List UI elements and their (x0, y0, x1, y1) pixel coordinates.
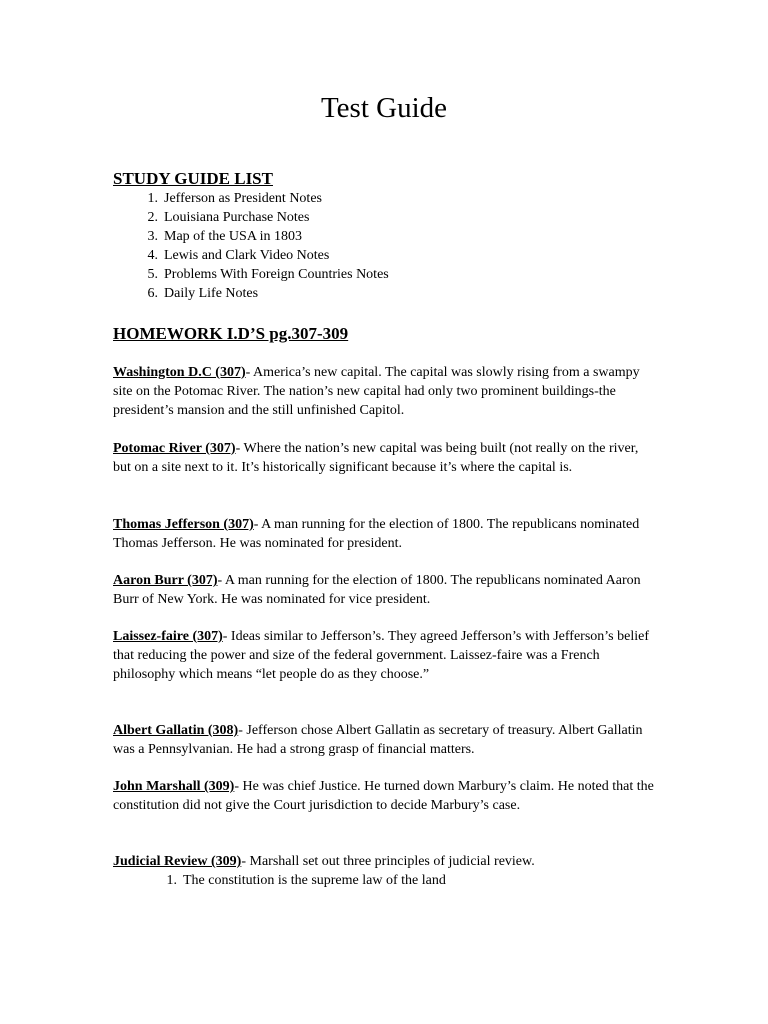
definition-term: Aaron Burr (307) (113, 573, 218, 588)
study-guide-list (113, 189, 389, 303)
list-item (113, 189, 389, 208)
definition-text: - America’s new capital. The capital was slowly rising from a swampy site on the Potomac River. The nation’s new capital had only two prominent buildings-the president’s mansion and the still unfinished Capitol. (113, 365, 640, 418)
list-text: Map of the USA in 1803 (164, 229, 303, 244)
list-item (113, 284, 389, 303)
list-number: 4. (147, 248, 158, 263)
definition-term: Albert Gallatin (308) (113, 723, 239, 738)
list-item (113, 871, 446, 890)
list-item (113, 227, 389, 246)
list-text: Daily Life Notes (164, 286, 259, 301)
definition-term: Laissez-faire (307) (113, 629, 223, 644)
definition-text: - A man running for the election of 1800. The republicans nominated Thomas Jefferson. He was nominated for president. (113, 517, 640, 551)
definition-entry (113, 571, 658, 609)
list-number: 2. (147, 210, 158, 225)
list-item (113, 246, 389, 265)
definition-text: - Where the nation’s new capital was being built (not really on the river, but on a site next to it. It’s historically significant because it’s where the capital is. (113, 441, 639, 475)
definition-entry (113, 515, 658, 553)
study-guide-heading: STUDY GUIDE LIST (113, 169, 273, 188)
list-item (113, 265, 389, 284)
definition-term: John Marshall (309) (113, 779, 235, 794)
definition-entry (113, 627, 658, 684)
judicial-review-list (113, 871, 446, 890)
definition-term: Judicial Review (309) (113, 854, 242, 869)
list-number: 6. (147, 286, 158, 301)
definition-text: - A man running for the election of 1800. The republicans nominated Aaron Burr of New York. He was nominated for vice president. (113, 573, 641, 607)
definition-entry (113, 439, 658, 477)
definition-term: Washington D.C (307) (113, 365, 246, 380)
list-item (113, 208, 389, 227)
definition-text: - Jefferson chose Albert Gallatin as secretary of treasury. Albert Gallatin was a Pennsylvanian. He had a strong grasp of financial matters. (113, 723, 643, 757)
list-number: 5. (147, 267, 158, 282)
list-number: 3. (147, 229, 158, 244)
list-text: Lewis and Clark Video Notes (164, 248, 330, 263)
definition-entry (113, 852, 658, 871)
definition-text: - He was chief Justice. He turned down Marbury’s claim. He noted that the constitution did not give the Court jurisdiction to decide Marbury’s case. (113, 779, 654, 813)
definition-entry (113, 721, 658, 759)
definition-entry (113, 777, 658, 815)
list-text: Louisiana Purchase Notes (164, 210, 310, 225)
homework-heading: HOMEWORK I.D’S pg.307-309 (113, 324, 349, 343)
definition-entry (113, 363, 658, 420)
list-number: 1. (166, 873, 177, 888)
definition-text: - Marshall set out three principles of judicial review. (241, 854, 535, 869)
definition-text: - Ideas similar to Jefferson’s. They agreed Jefferson’s with Jefferson’s belief that reducing the power and size of the federal government. Laissez-faire was a French philosophy which means “let people do as they choose.” (113, 629, 649, 682)
page-title: Test Guide (320, 92, 448, 124)
list-text: The constitution is the supreme law of the land (183, 873, 446, 888)
definition-term: Potomac River (307) (113, 441, 236, 456)
list-number: 1. (147, 191, 158, 206)
list-text: Jefferson as President Notes (164, 191, 322, 206)
list-text: Problems With Foreign Countries Notes (164, 267, 389, 282)
definition-term: Thomas Jefferson (307) (113, 517, 254, 532)
